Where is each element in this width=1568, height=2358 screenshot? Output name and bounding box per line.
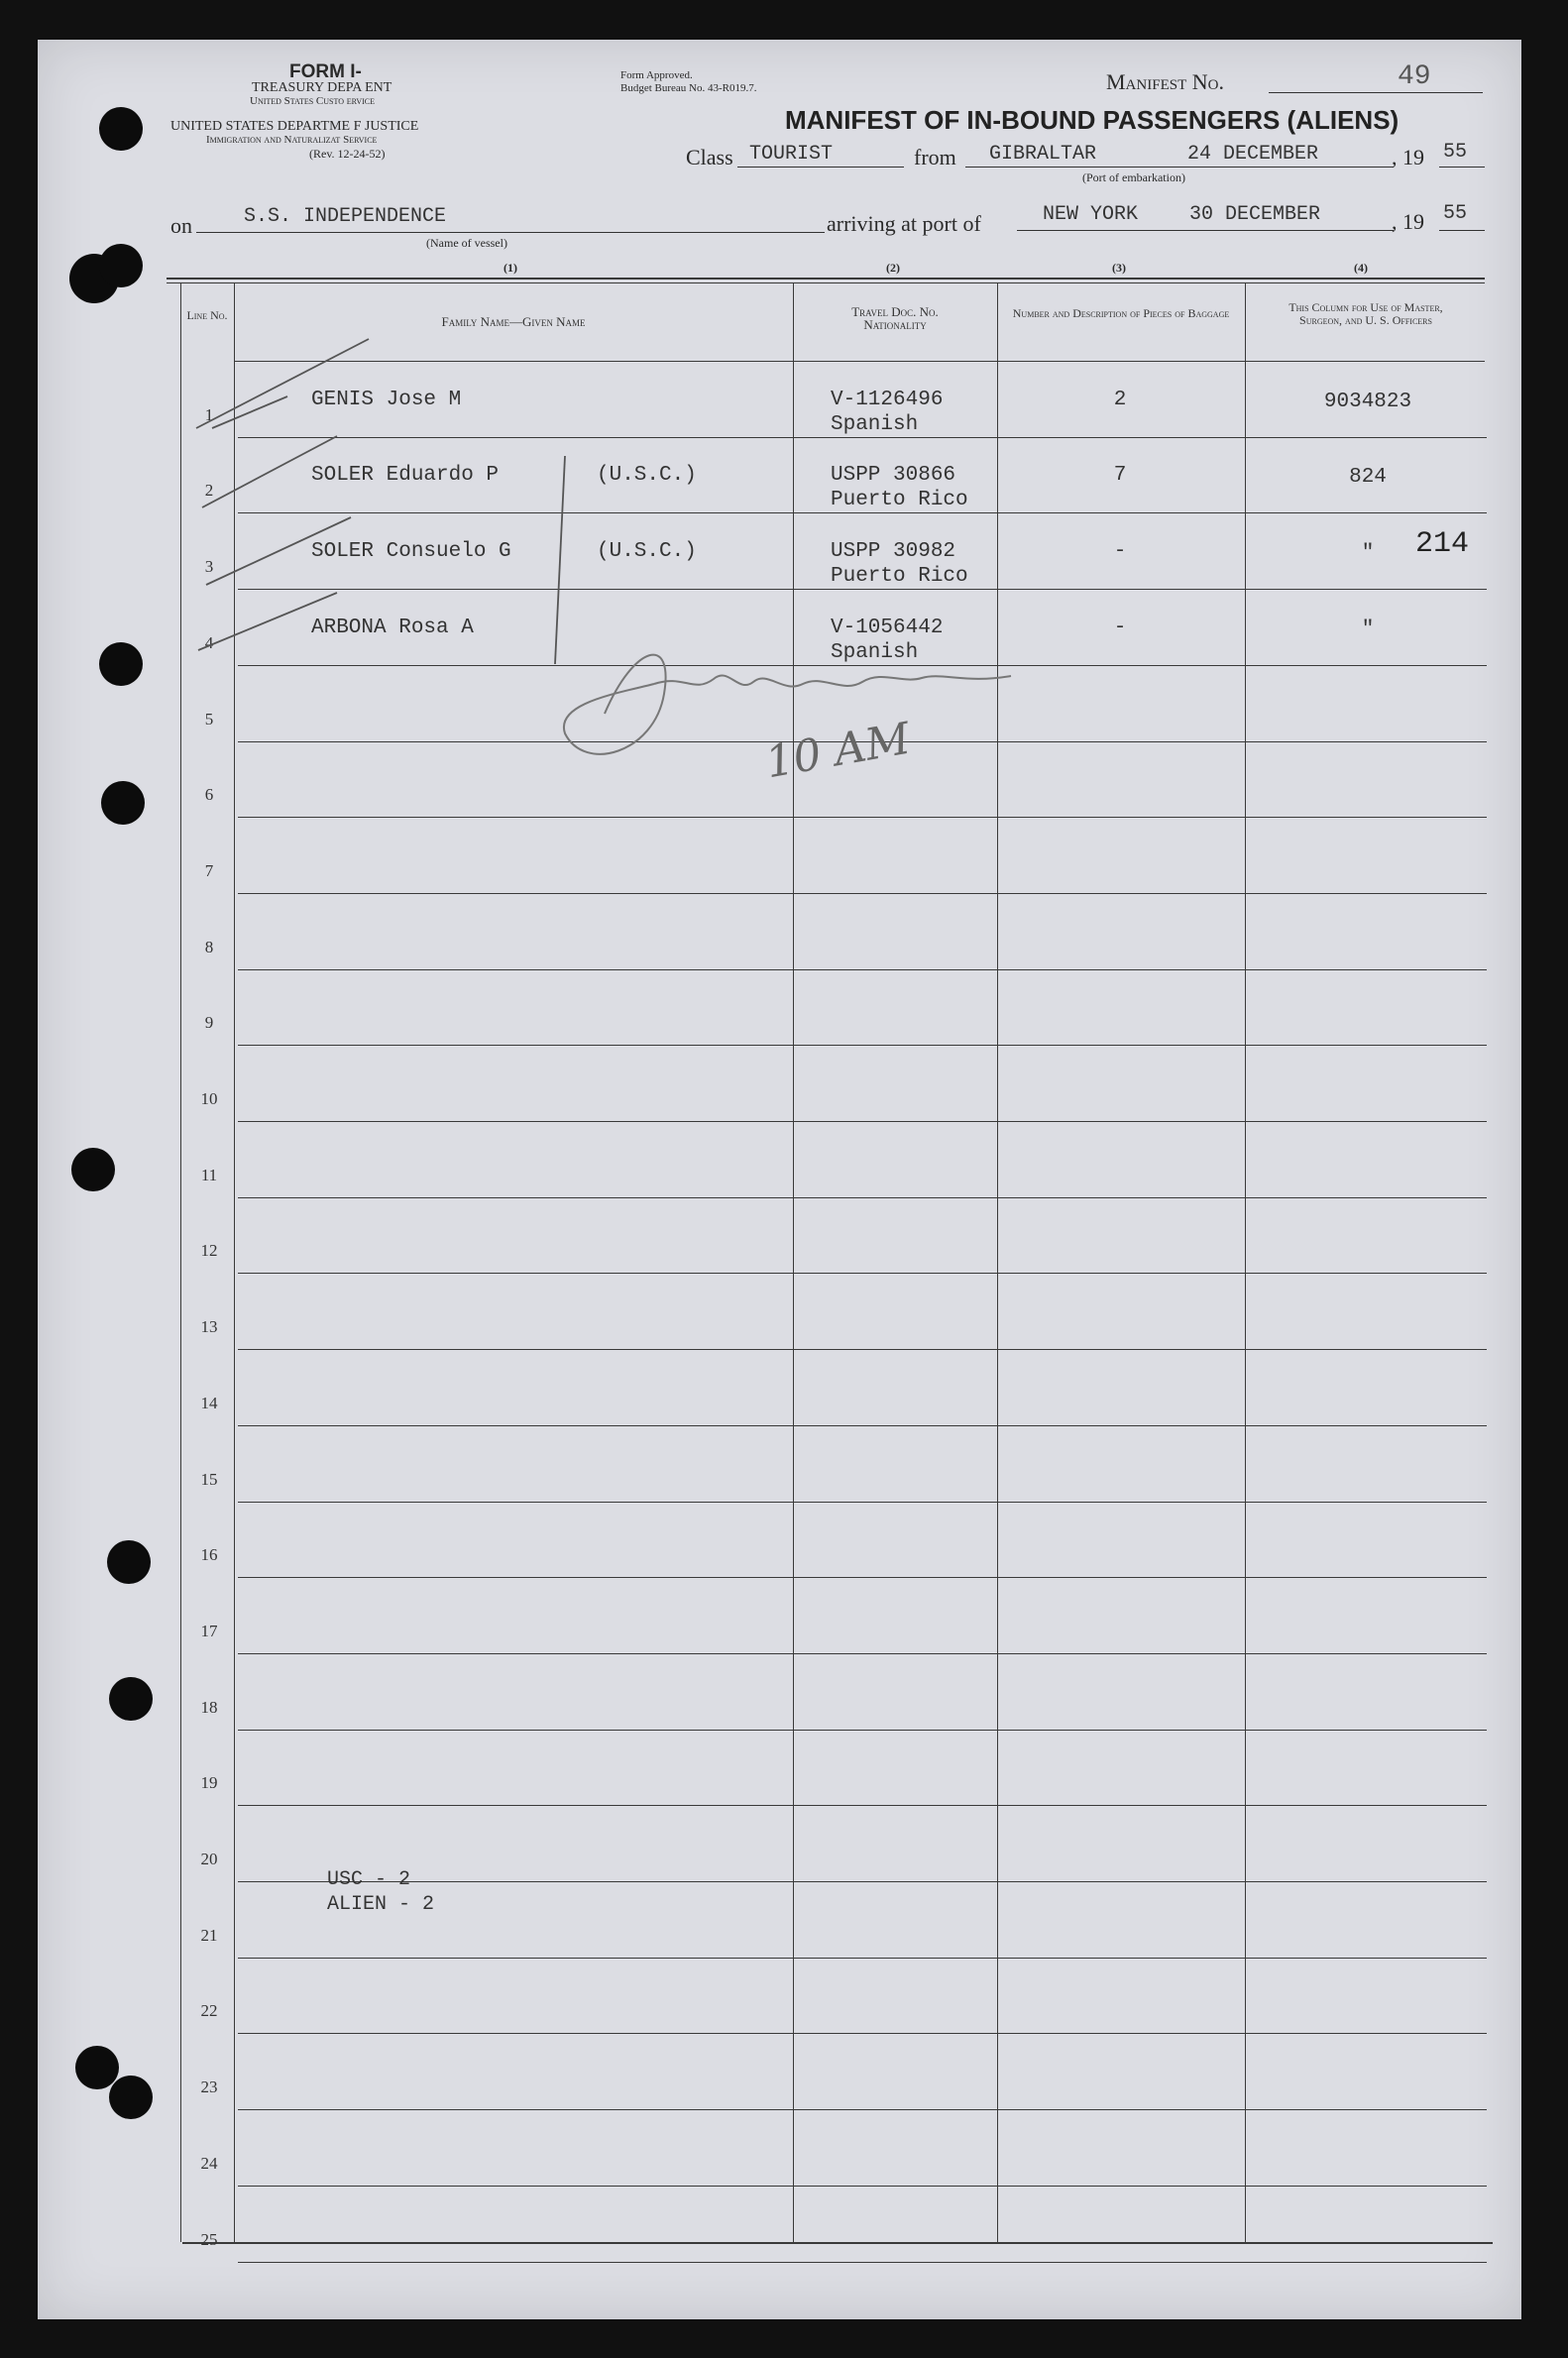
approval-line-2: Budget Bureau No. 43-R019.7. (620, 82, 757, 94)
from-year: 55 (1443, 141, 1468, 164)
row-rule (238, 665, 1487, 666)
row-number: 20 (200, 1850, 218, 1868)
header-line-no: Line No. (186, 308, 228, 322)
travel-doc-no: USPP 30866 (831, 464, 956, 488)
officer-note: " (1361, 542, 1375, 566)
from-label: from (914, 145, 956, 169)
from-year-underline (1439, 167, 1485, 168)
table-left-edge (180, 283, 181, 2242)
officer-note: " (1361, 618, 1375, 641)
summary-usc: USC - 2 (327, 1868, 411, 1891)
class-label: Class (686, 145, 733, 169)
row-rule (238, 1653, 1487, 1654)
row-rule (238, 2033, 1487, 2034)
row-rule (238, 817, 1487, 818)
travel-doc-no: V-1126496 (831, 388, 944, 411)
row-rule (238, 437, 1487, 438)
passenger-name: ARBONA Rosa A (311, 616, 474, 639)
nationality: Spanish (831, 640, 919, 664)
travel-doc-no: V-1056442 (831, 616, 944, 639)
from-date: 24 DECEMBER (1187, 143, 1319, 166)
class-underline (737, 167, 904, 168)
header-officers: This Column for Use of Master, Surgeon, and U. S. Officers (1288, 300, 1443, 327)
vessel-caption: (Name of vessel) (426, 236, 507, 250)
row-rule (238, 1730, 1487, 1731)
passenger-name: SOLER Eduardo P (311, 464, 500, 488)
citizenship-status: (U.S.C.) (597, 464, 697, 488)
row-number: 25 (200, 2229, 218, 2249)
manifest-sheet (38, 40, 1521, 2319)
col-number-3: (3) (1112, 261, 1126, 275)
row-rule (238, 1502, 1487, 1503)
row-number: 19 (200, 1773, 218, 1793)
row-number: 22 (200, 2001, 218, 2021)
agency-line-4: Immigration and Naturalizat Service (206, 134, 378, 146)
row-number: 15 (200, 1469, 218, 1489)
arrival-year-prefix: , 19 (1392, 209, 1424, 234)
arrival-year-underline (1439, 230, 1485, 231)
officer-note: 9034823 (1323, 390, 1412, 413)
row-rule (238, 589, 1487, 590)
row-rule (238, 2109, 1487, 2110)
arrival-year: 55 (1443, 202, 1468, 225)
passenger-name: GENIS Jose M (311, 388, 462, 411)
approval-line-1: Form Approved. (620, 69, 693, 81)
arrival-port: NEW YORK (1043, 203, 1139, 226)
row-rule (238, 1197, 1487, 1198)
summary-alien: ALIEN - 2 (327, 1893, 435, 1916)
class-value: TOURIST (749, 143, 834, 166)
row-rule (238, 1121, 1487, 1122)
header-baggage: Number and Description of Pieces of Baggage (1012, 306, 1230, 320)
punch-hole (101, 781, 145, 825)
row-number: 10 (200, 1089, 218, 1108)
passenger-name: SOLER Consuelo G (311, 540, 511, 564)
row-number: 5 (204, 709, 214, 729)
nationality: Puerto Rico (831, 489, 968, 512)
row-number: 14 (200, 1393, 218, 1412)
row-number: 17 (200, 1621, 218, 1640)
row-rule (238, 512, 1487, 513)
arrival-underline (1017, 230, 1394, 231)
row-number: 3 (204, 557, 214, 577)
baggage-count: 2 (1113, 388, 1127, 411)
row-number: 24 (200, 2153, 218, 2173)
agency-line-2: United States Custo ervice (250, 95, 375, 107)
header-name: Family Name—Given Name (441, 314, 586, 329)
baggage-count: 7 (1113, 464, 1127, 488)
agency-line-1: TREASURY DEPA ENT (252, 80, 392, 95)
row-number: 1 (204, 404, 214, 424)
baggage-officer-divider (1245, 283, 1246, 2242)
nationality: Spanish (831, 412, 919, 436)
punch-hole (75, 2046, 119, 2089)
baggage-count: - (1113, 540, 1127, 564)
name-doc-divider (793, 283, 794, 2242)
arrival-date: 30 DECEMBER (1189, 203, 1321, 226)
manifest-no-underline (1269, 92, 1483, 93)
row-number: 4 (204, 632, 214, 652)
row-rule (238, 1958, 1487, 1959)
row-number: 6 (204, 785, 214, 805)
punch-hole (109, 2076, 153, 2119)
row-rule (238, 1881, 1487, 1882)
from-year-prefix: , 19 (1392, 145, 1424, 169)
doc-baggage-divider (997, 283, 998, 2242)
row-rule (238, 2186, 1487, 2187)
row-rule (238, 1425, 1487, 1426)
table-top-rule (167, 278, 1485, 280)
form-number: FORM I- (289, 61, 362, 82)
header-bottom-rule (234, 361, 1485, 362)
handwritten-time: 10 AM (761, 713, 915, 789)
punch-hole (109, 1677, 153, 1721)
punch-hole (99, 107, 143, 151)
punch-hole (107, 1540, 151, 1584)
row-rule (238, 1273, 1487, 1274)
row-rule (238, 1349, 1487, 1350)
table-top-rule-2 (167, 282, 1485, 283)
punch-hole (99, 244, 143, 287)
citizenship-status: (U.S.C.) (597, 540, 697, 564)
baggage-count: - (1113, 616, 1127, 639)
officer-note: 824 (1349, 466, 1387, 490)
manifest-title: MANIFEST OF IN-BOUND PASSENGERS (ALIENS) (785, 105, 1400, 135)
row-rule (238, 2262, 1487, 2263)
side-number: 214 (1415, 527, 1470, 561)
row-number: 8 (204, 937, 214, 956)
row-number: 18 (200, 1697, 218, 1717)
vessel-underline (196, 232, 825, 233)
row-number: 11 (200, 1165, 218, 1184)
punch-hole (99, 642, 143, 686)
vessel-name: S.S. INDEPENDENCE (244, 205, 447, 228)
row-rule (238, 1577, 1487, 1578)
agency-line-5: (Rev. 12-24-52) (309, 147, 386, 161)
on-label: on (170, 213, 192, 238)
agency-line-3: UNITED STATES DEPARTME F JUSTICE (170, 119, 419, 134)
col-number-4: (4) (1354, 261, 1368, 275)
arriving-label: arriving at port of (827, 211, 981, 236)
nationality: Puerto Rico (831, 565, 968, 589)
row-rule (238, 893, 1487, 894)
col-number-2: (2) (886, 261, 900, 275)
manifest-no-label: Manifest No. (1106, 69, 1224, 94)
row-number: 7 (204, 860, 214, 880)
row-number: 13 (200, 1317, 218, 1337)
row-number: 2 (204, 481, 214, 501)
row-number: 9 (204, 1013, 214, 1033)
from-underline (965, 167, 1394, 168)
travel-doc-no: USPP 30982 (831, 540, 956, 564)
row-number: 12 (200, 1241, 218, 1261)
table-bottom-rule (182, 2242, 1493, 2244)
punch-hole (71, 1148, 115, 1191)
manifest-no-value: 49 (1398, 61, 1431, 92)
row-rule (238, 969, 1487, 970)
header-travel-doc: Travel Doc. No. Nationality (851, 304, 939, 332)
row-number: 16 (200, 1545, 218, 1565)
row-rule (238, 1805, 1487, 1806)
from-value: GIBRALTAR (989, 143, 1097, 166)
port-embark-caption: (Port of embarkation) (1082, 170, 1185, 184)
row-number: 21 (200, 1925, 218, 1945)
row-number: 23 (200, 2077, 218, 2097)
col-number-1: (1) (504, 261, 517, 275)
row-rule (238, 1045, 1487, 1046)
line-no-divider (234, 283, 235, 2242)
